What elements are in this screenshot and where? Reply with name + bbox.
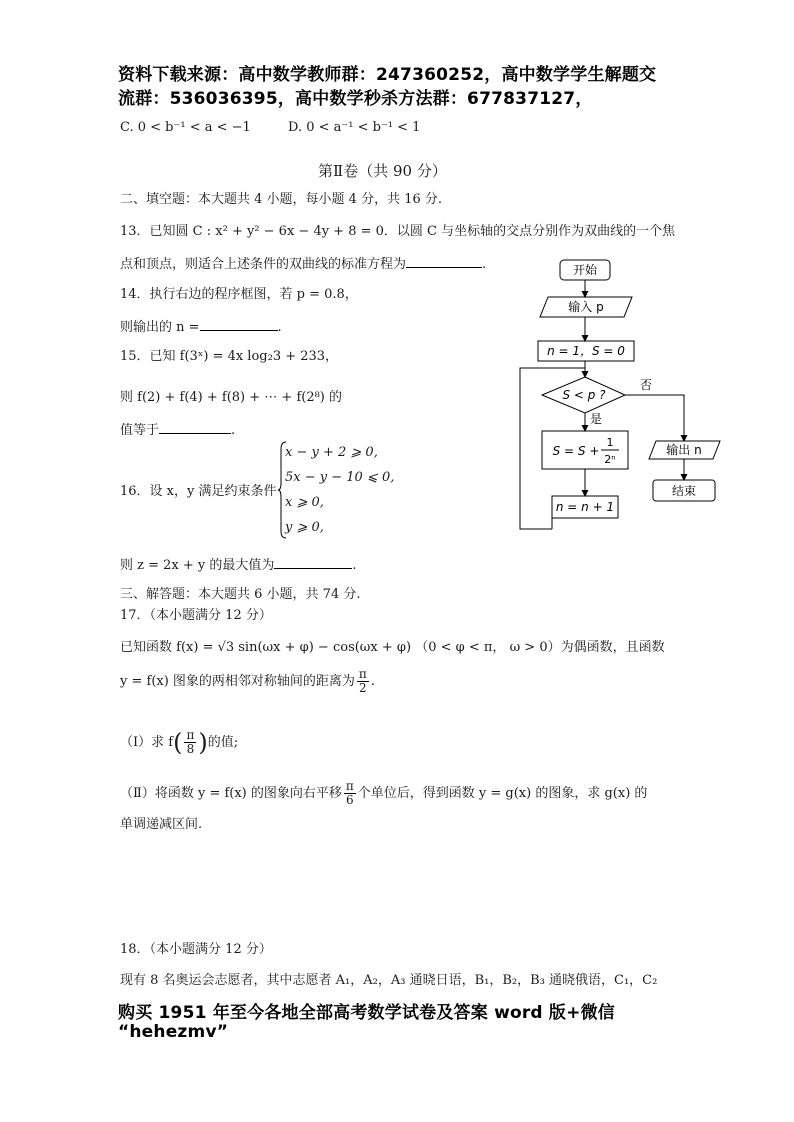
answer-blank [406, 255, 482, 268]
q18-title: 18．（本小题满分 12 分） [120, 942, 272, 957]
footer-line-2: “hehezmv” [118, 1022, 229, 1042]
footer-line-1: 购买 1951 年至今各地全部高考数学试卷及答案 word 版+微信 [118, 1003, 615, 1023]
constraint-4: y ⩾ 0, [285, 520, 324, 535]
q17-title: 17．（本小题满分 12 分） [120, 608, 272, 623]
q16-constraints [285, 440, 394, 540]
frac-num: π [186, 728, 195, 742]
output-label: 输出 n [666, 443, 702, 457]
q17-part1-tail: 的值; [207, 735, 239, 750]
constraint-1: x − y + 2 ⩾ 0, [285, 445, 378, 460]
q16-line2-text: 则 z = 2x + y 的最大值为 [120, 558, 275, 573]
q16-prefix: 16．设 x，y 满足约束条件 [120, 484, 277, 499]
frac-den: 8 [186, 742, 195, 756]
q17-part1: （Ⅰ）求 f( $\frac{\pi}{8}$ )的值; [120, 728, 239, 757]
q17-part2-line2: 单调递减区间. [120, 817, 203, 832]
q17-line2-text: y = f(x) 图象的两相邻对称轴间的距离为 [120, 674, 355, 689]
q15-line1: 15．已知 f(3ˣ) = 4x log₂3 + 233， [120, 349, 339, 364]
flowchart [510, 255, 730, 535]
update-s-num: 1 [606, 436, 614, 449]
fraction-pi-over-2 [357, 668, 369, 695]
q15-line2: 则 f(2) + f(4) + f(8) + ⋯ + f(2⁸) 的 [120, 390, 343, 405]
fraction-pi-over-8 [184, 729, 196, 756]
init-label: n = 1，S = 0 [547, 344, 625, 358]
header-line-2: 流群：536036395，高中数学秒杀方法群：677837127， [118, 89, 593, 109]
frac-num: π [345, 779, 354, 793]
answer-blank [274, 556, 352, 569]
update-n-label: n = n + 1 [555, 500, 615, 514]
q15-line3-text: 值等于 [120, 423, 160, 438]
q15-line3: 值等于 . [120, 423, 236, 438]
q17-part2 [120, 780, 647, 807]
section3-heading: 三、解答题：本大题共 6 小题，共 74 分. [120, 587, 361, 602]
frac-den: 2 [359, 681, 367, 695]
header-line-1: 资料下载来源：高中数学教师群：247360252，高中数学学生解题交 [118, 65, 657, 85]
no-label: 否 [639, 378, 653, 392]
q17-line1: 已知函数 f(x) = √3 sin(ωx + φ) − cos(ωx + φ) （0 < φ < π， ω > 0）为偶函数，且函数 [120, 640, 665, 655]
constraint-3: x ⩾ 0, [285, 495, 324, 510]
q14-line2: 则输出的 n = . [120, 320, 282, 335]
q13-line2-text: 点和顶点，则适合上述条件的双曲线的标准方程为 [120, 257, 407, 272]
yes-label: 是 [589, 412, 603, 426]
q17-part2-text: （Ⅱ）将函数 y = f(x) 的图象向右平移 [120, 786, 342, 801]
option-d: D. 0 < a⁻¹ < b⁻¹ < 1 [288, 120, 421, 135]
constraint-2: 5x − y − 10 ⩽ 0, [285, 470, 395, 485]
q13-line2: 点和顶点，则适合上述条件的双曲线的标准方程为 . [120, 257, 487, 272]
fraction-pi-over-6 [344, 780, 356, 807]
q13-line1: 13．已知圆 C : x² + y² − 6x − 4y + 8 = 0．以圆 C 与坐标轴的交点分别作为双曲线的一个焦 [120, 224, 676, 239]
input-label: 输入 p [568, 300, 604, 314]
option-c: C. 0 < b⁻¹ < a < −1 [120, 120, 251, 135]
condition-label: S < p ? [562, 388, 606, 402]
q16-line2: 则 z = 2x + y 的最大值为 . [120, 558, 357, 573]
answer-blank [159, 421, 231, 434]
q18-line1: 现有 8 名奥运会志愿者，其中志愿者 A₁，A₂，A₃ 通晓日语，B₁，B₂，B₃ 通晓俄语，C₁，C₂ [120, 973, 658, 988]
q17-part1-text: （Ⅰ）求 f [120, 735, 174, 750]
answer-blank [200, 318, 278, 331]
update-s-den: 2ⁿ [604, 453, 616, 466]
frac-den: 6 [346, 793, 354, 807]
start-label: 开始 [572, 263, 598, 277]
update-s-label: S = S + [552, 444, 600, 458]
q17-part2-tail: 个单位后，得到函数 y = g(x) 的图象，求 g(x) 的 [357, 786, 648, 801]
part2-title: 第Ⅱ卷（共 90 分） [318, 162, 447, 180]
section2-heading: 二、填空题：本大题共 4 小题，每小题 4 分，共 16 分. [120, 192, 443, 207]
q17-line2: y = f(x) 图象的两相邻对称轴间的距离为 $\frac{\pi}{2}$ . [120, 667, 375, 695]
end-label: 结束 [671, 484, 697, 498]
frac-num: π [358, 667, 367, 681]
q14-line2-text: 则输出的 n = [120, 320, 200, 335]
q14-line1: 14．执行右边的程序框图，若 p = 0.8， [120, 287, 358, 302]
